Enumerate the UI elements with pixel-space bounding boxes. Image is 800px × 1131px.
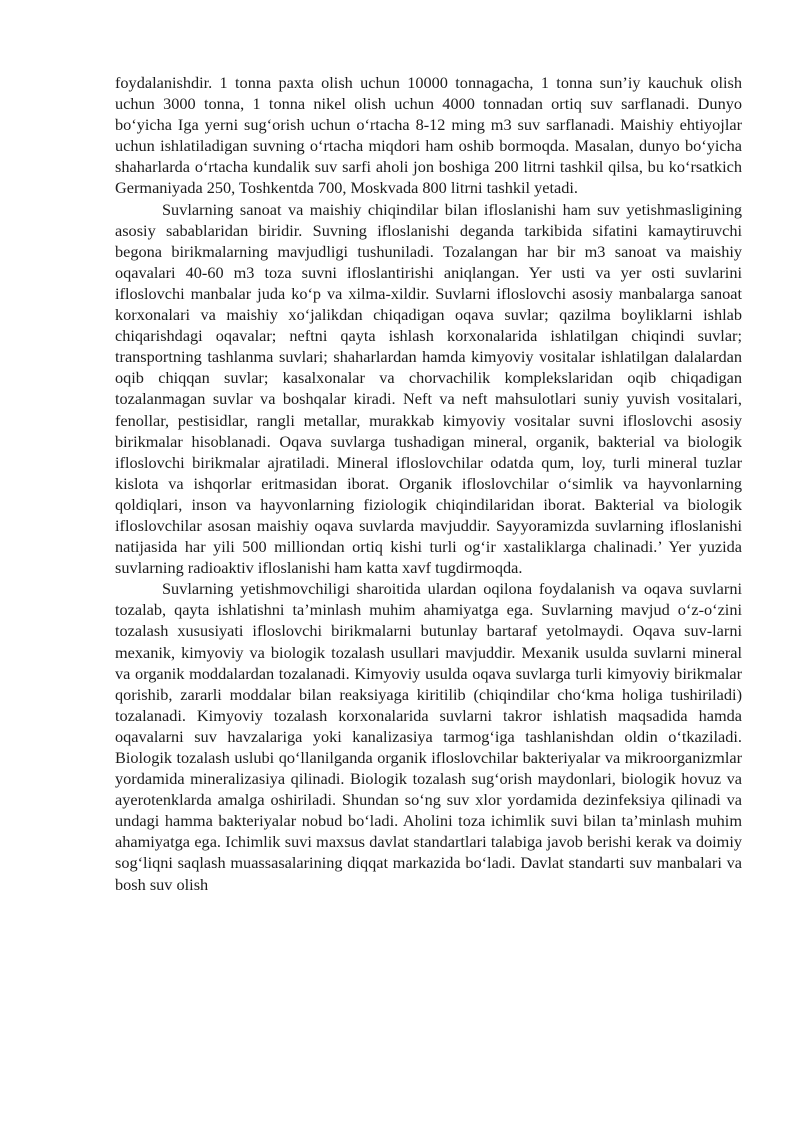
paragraph-water-treatment: Suvlarning yetishmovchiligi sharoitida ulardan oqilona foydalanish va oqava suvlarni tozalab, qayta ishlatishni ta’minlash muhim ahamiyatga ega. Suvlarning mavjud o‘z-o‘zini tozalash xususiyati ifloslovchi birikmalarni butunlay bartaraf yetolmaydi. Oqava suv-larni mexanik, kimyoviy va biologik tozalash usullari mavjuddir. Mexanik usulda suvlarni mineral va organik moddalardan tozalanadi. Kimyoviy usulda oqava suvlarga turli kimyoviy birikmalar qorishib, zararli moddalar bilan reaksiyaga kiritilib (chiqindilar cho‘kma holiga tushiriladi) tozalanadi. Kimyoviy tozalash korxonalarida suvlarni takror ishlatish maqsadida hamda oqavalarni suv havzalariga yoki kanalizasiya tarmog‘iga tashlanishdan oldin o‘tkaziladi. Biologik tozalash uslubi qo‘llanilganda organik ifloslovchilar bakteriyalar va mikroorganizmlar yordamida mineralizasiya qilinadi. Biologik tozalash sug‘orish maydonlari, biologik hovuz va ayerotenklarda amalga oshiriladi. Shundan so‘ng suv xlor yordamida dezinfeksiya qilinadi va undagi hamma bakteriyalar nobud bo‘ladi. Aholini toza ichimlik suvi bilan ta’minlash muhim ahamiyatga ega. Ichimlik suvi maxsus davlat standartlari talabiga javob berishi kerak va doimiy sog‘liqni saqlash muassasalarining diqqat markazida bo‘ladi. Davlat standarti suv manbalari va bosh suv olish	[115, 579, 742, 894]
document-page	[115, 72, 742, 895]
paragraph-water-pollution: Suvlarning sanoat va maishiy chiqindilar bilan ifloslanishi ham suv yetishmasligining asosiy sabablaridan biridir. Suvning ifloslanishi deganda tarkibida sifatini kamaytiruvchi begona birikmalarning mavjudligi tushuniladi. Tozalangan har bir m3 sanoat va maishiy oqavalari 40-60 m3 toza suvni ifloslantirishi aniqlangan. Yer usti va yer osti suvlarini ifloslovchi manbalar juda ko‘p va xilma-xildir. Suvlarni ifloslovchi asosiy manbalarga sanoat korxonalari va maishiy xo‘jalikdan chiqadigan oqava suvlar; qazilma boyliklarni ishlab chiqarishdagi oqavalar; neftni qayta ishlash korxonalarida ishlatilgan chiqindi suvlar; transportning tashlanma suvlari; shaharlardan hamda kimyoviy vositalar ishlatilgan dalalardan oqib chiqqan suvlar; kasalxonalar va chorvachilik komplekslaridan oqib chiqadigan tozalanmagan suvlar va boshqalar kiradi. Neft va neft mahsulotlari suniy yuvish vositalari, fenollar, pestisidlar, rangli metallar, murakkab kimyoviy vositalar suvni ifloslovchi asosiy birikmalar hisoblanadi. Oqava suvlarga tushadigan mineral, organik, bakterial va biologik ifloslovchi birikmalar ajratiladi. Mineral ifloslovchilar odatda qum, loy, turli mineral tuzlar kislota va ishqorlar eritmasidan iborat. Organik ifloslovchilar o‘simlik va hayvonlarning qoldiqlari, inson va hayvonlarning fiziologik chiqindilaridan iborat. Bakterial va biologik ifloslovchilar asosan maishiy oqava suvlarda mavjuddir. Sayyoramizda suvlarning ifloslanishi natijasida har yili 500 milliondan ortiq kishi turli og‘ir xastaliklarga chalinadi.’ Yer yuzida suvlarning radioaktiv ifloslanishi ham katta xavf tugdirmoqda.	[115, 199, 742, 578]
paragraph-water-consumption: foydalanishdir. 1 tonna paxta olish uchun 10000 tonnagacha, 1 tonna sun’iy kauchuk olish uchun 3000 tonna, 1 tonna nikel olish uchun 4000 tonnadan ortiq suv sarflanadi. Dunyo bo‘yicha Iga yerni sug‘orish uchun o‘rtacha 8-12 ming m3 suv sarflanadi. Maishiy ehtiyojlar uchun ishlatiladigan suvning o‘rtacha miqdori ham oshib bormoqda. Masalan, dunyo bo‘yicha shaharlarda o‘rtacha kundalik suv sarfi aholi jon boshiga 200 litrni tashkil qilsa, bu ko‘rsatkich Germaniyada 250, Toshkentda 700, Moskvada 800 litrni tashkil yetadi.	[115, 73, 742, 198]
